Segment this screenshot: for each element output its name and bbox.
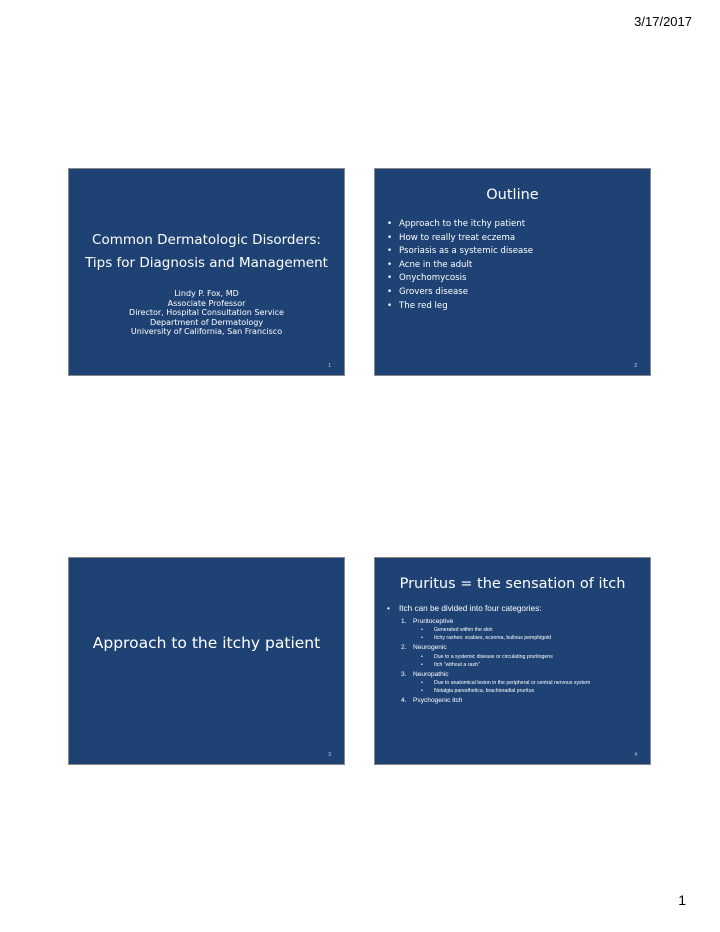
author-name: Lindy P. Fox, MD xyxy=(174,289,239,298)
slide-heading: Outline xyxy=(486,187,539,203)
category-item xyxy=(385,617,642,626)
category-number: 1. xyxy=(401,618,407,625)
page-number: 1 xyxy=(678,892,686,908)
sub-bullet: • Generated within the skin xyxy=(385,627,642,634)
slide-number: 2 xyxy=(634,363,637,369)
list-item: • How to really treat eczema xyxy=(387,232,644,246)
sub-bullet: • Notalgia paresthetica, brachioradial pruritus xyxy=(385,688,642,695)
outline-list xyxy=(387,218,644,313)
category-item xyxy=(385,696,642,705)
category-item xyxy=(385,643,642,652)
list-item: • Acne in the adult xyxy=(387,259,644,273)
slide-number: 1 xyxy=(328,363,331,369)
list-item: • Onychomycosis xyxy=(387,272,644,286)
header-date: 3/17/2017 xyxy=(634,14,692,29)
title-line-1: Common Dermatologic Disorders: xyxy=(92,232,321,248)
sub-bullet: • Itchy rashes: scabies, eczema, bullous pemphigoid xyxy=(385,635,642,642)
slide-4-pruritus xyxy=(374,557,651,765)
sub-bullet: • Itch “without a rash” xyxy=(385,662,642,669)
title-line-2: Tips for Diagnosis and Management xyxy=(85,255,328,271)
slide-number: 3 xyxy=(328,752,331,758)
slide-1-heading xyxy=(69,229,344,275)
slide-1-title xyxy=(68,168,345,376)
category-number: 3. xyxy=(401,670,407,678)
author-block xyxy=(69,289,344,337)
category-number: 4. xyxy=(401,697,407,705)
slide-3-section xyxy=(68,557,345,765)
category-label: Neuropathic xyxy=(413,670,449,678)
sub-bullet: • Due to a systemic disease or circulating pruritogens xyxy=(385,654,642,661)
slide-heading: Pruritus = the sensation of itch xyxy=(399,576,626,592)
slide-2-outline xyxy=(374,168,651,376)
author-department: Department of Dermatology xyxy=(149,317,264,327)
category-item xyxy=(385,670,642,679)
category-label: Psychogenic itch xyxy=(413,697,463,705)
intro-bullet: • Itch can be divided into four categories: xyxy=(385,603,642,614)
slide-body xyxy=(385,603,642,705)
category-label: Pruritoceptive xyxy=(413,618,454,625)
slide-3-heading: Approach to the itchy patient xyxy=(92,634,321,652)
author-position: Associate Professor xyxy=(167,298,246,308)
list-item: • Approach to the itchy patient xyxy=(387,218,644,232)
list-item: • Grovers disease xyxy=(387,286,644,300)
author-institution: University of California, San Francisco xyxy=(130,327,283,336)
category-label: Neurogenic xyxy=(413,644,447,652)
category-number: 2. xyxy=(401,644,407,652)
slide-number: 4 xyxy=(634,752,637,758)
author-role: Director, Hospital Consultation Service xyxy=(129,308,284,317)
sub-bullet: • Due to anatomical lesion in the peripheral or central nervous system xyxy=(385,680,642,687)
list-item: • The red leg xyxy=(387,300,644,314)
list-item: • Psoriasis as a systemic disease xyxy=(387,245,644,259)
